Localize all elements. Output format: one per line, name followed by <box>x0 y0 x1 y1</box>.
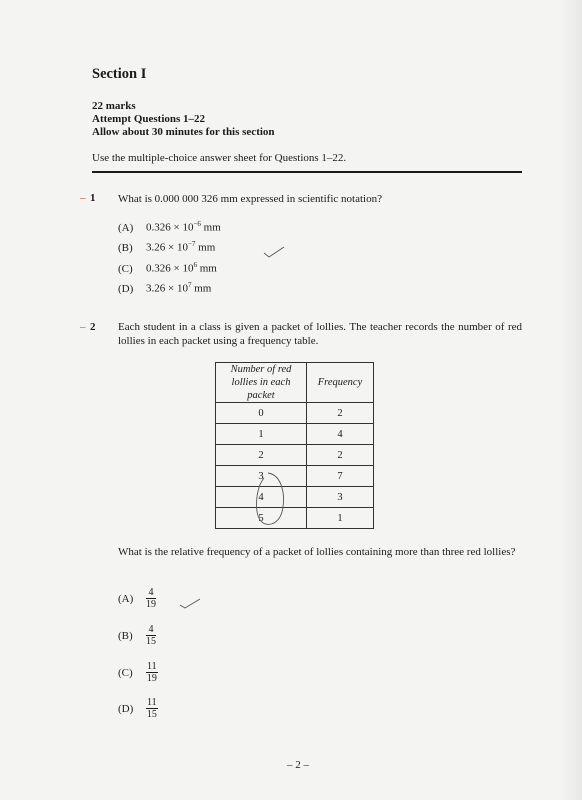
q1-text: What is 0.000 000 326 mm expressed in scientific notation? <box>118 193 382 205</box>
option-unit: mm <box>200 221 221 234</box>
table-row <box>216 508 374 529</box>
numerator: 4 <box>146 587 156 599</box>
table-row <box>216 445 374 466</box>
fraction <box>146 587 156 610</box>
handwritten-circle-icon <box>252 470 292 530</box>
denominator: 19 <box>146 599 156 610</box>
table-cell: 4 <box>307 424 374 445</box>
table-header-frequency: Frequency <box>307 363 374 403</box>
table-header-red-lollies <box>216 363 307 403</box>
q1-option-a <box>118 220 221 234</box>
option-label: (D) <box>118 282 134 295</box>
frequency-table <box>215 362 374 529</box>
q2-number: 2 <box>90 321 96 333</box>
option-label: (C) <box>118 666 133 679</box>
denominator: 19 <box>146 673 157 684</box>
option-label: (B) <box>118 629 133 642</box>
option-mantissa: 0.326 × 10 <box>146 221 194 234</box>
handwritten-tick-icon <box>178 597 202 611</box>
table-cell: 2 <box>307 403 374 424</box>
q2-option-a <box>118 587 156 610</box>
numerator: 11 <box>147 661 157 672</box>
table-cell: 1 <box>307 508 374 529</box>
option-exponent: 7 <box>187 281 192 289</box>
table-row <box>216 466 374 487</box>
q1-number: 1 <box>90 192 96 204</box>
table-cell: 3 <box>216 466 307 487</box>
section-instruction: Use the multiple-choice answer sheet for Questions 1–22. <box>92 152 347 164</box>
fraction <box>146 697 158 720</box>
option-exponent: −7 <box>187 240 196 248</box>
q1-option-d <box>118 281 211 295</box>
section-time: Allow about 30 minutes for this section <box>92 126 275 138</box>
section-attempt: Attempt Questions 1–22 <box>92 113 206 125</box>
denominator: 15 <box>146 636 156 647</box>
option-mantissa: 0.326 × 10 <box>146 262 194 275</box>
page-number: – 2 – <box>287 759 309 771</box>
fraction <box>146 661 158 684</box>
option-mantissa: 3.26 × 10 <box>146 241 188 254</box>
q2-option-b <box>118 624 156 647</box>
section-marks: 22 marks <box>92 100 136 112</box>
table-row <box>216 403 374 424</box>
handwritten-tick-icon <box>262 244 286 260</box>
section-divider <box>92 171 522 173</box>
q1-option-b <box>118 240 215 254</box>
denominator: 15 <box>146 709 157 720</box>
q2-marker: – <box>80 321 86 333</box>
table-cell: 7 <box>307 466 374 487</box>
option-label: (B) <box>118 241 133 254</box>
q1-option-c <box>118 261 217 275</box>
option-exponent: −6 <box>193 220 201 228</box>
scan-edge-shadow <box>560 0 582 800</box>
q2-option-d <box>118 697 158 720</box>
option-label: (A) <box>118 592 134 605</box>
table-cell: 0 <box>216 403 307 424</box>
table-row <box>216 424 374 445</box>
table-header-row <box>216 363 374 403</box>
table-cell: 2 <box>216 445 307 466</box>
table-cell: 3 <box>307 487 374 508</box>
option-label: (A) <box>118 221 134 234</box>
q1-marker: – <box>80 192 86 204</box>
table-cell: 2 <box>307 445 374 466</box>
q2-option-c <box>118 661 158 684</box>
option-unit: mm <box>191 282 212 295</box>
option-mantissa: 3.26 × 10 <box>146 282 188 295</box>
section-title: Section I <box>92 66 147 82</box>
table-row <box>216 487 374 508</box>
header-text: Number of red lollies in each packet <box>230 364 292 401</box>
option-exponent: 6 <box>193 261 197 269</box>
table-cell: 5 <box>216 508 307 529</box>
option-unit: mm <box>195 241 216 254</box>
q2-text: Each student in a class is given a packet of lollies. The teacher records the number of red lollies in each packet using a frequency table. <box>118 321 522 347</box>
numerator: 4 <box>146 624 156 636</box>
table-cell: 1 <box>216 424 307 445</box>
option-label: (C) <box>118 262 133 275</box>
option-unit: mm <box>196 262 217 275</box>
table-cell: 4 <box>216 487 307 508</box>
fraction <box>146 624 156 647</box>
q2-question: What is the relative frequency of a packet of lollies containing more than three red lollies? <box>118 546 516 558</box>
option-label: (D) <box>118 702 134 715</box>
numerator: 11 <box>147 697 157 708</box>
